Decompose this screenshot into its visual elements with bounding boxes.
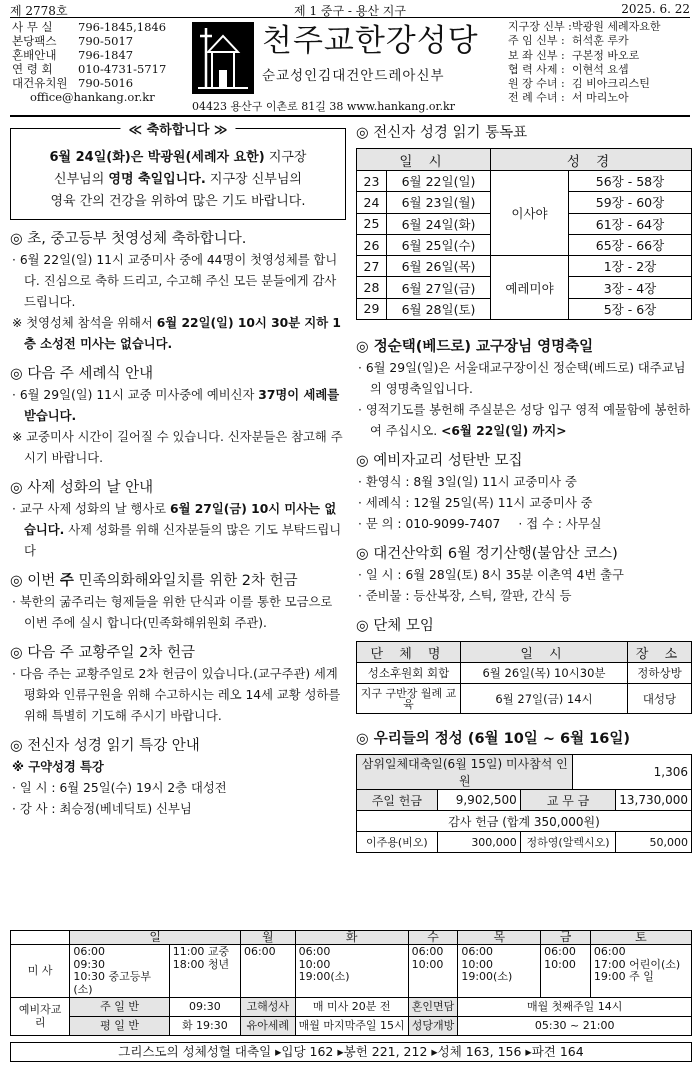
mass-label: 미 사 xyxy=(11,945,70,998)
bullet: · 교구 사제 성화의 날 행사로 6월 27일(금) 10시 미사는 없습니다. 사제 성화를 위해 신자분들의 많은 기도 부탁드립니다 xyxy=(12,502,342,558)
section-title: ◎ 대건산악회 6월 정기산행(불암산 코스) xyxy=(356,546,618,563)
left-column xyxy=(10,122,346,820)
sat-mass: 06:00 17:00 어린이(소) 19:00 주 일 xyxy=(590,945,691,998)
section-communion xyxy=(10,228,346,355)
table-row: 25 6월 24일(화) 61장 - 64장 xyxy=(357,213,692,234)
thu-mass: 06:00 10:00 19:00(소) xyxy=(458,945,541,998)
bullet: · 환영식 : 8월 3일(일) 11시 교중미사 중 xyxy=(358,475,577,490)
congrats-line: 영육 간의 건강을 위하여 많은 기도 바랍니다. xyxy=(50,194,306,209)
bullet: · 다음 주는 교황주일로 2차 헌금이 있습니다.(교구주관) 세계평화와 인류구원을 위해 수고하시는 레오 14세 교황 성하를 위해 특별히 기도해 주시기 바랍니다. xyxy=(12,667,341,723)
title-block xyxy=(262,22,502,84)
bullet: · 문 의 : 010-9099-7407 · 접 수 : 사무실 xyxy=(358,517,602,532)
table-header: 단 체 명 xyxy=(357,642,461,663)
section-baptism xyxy=(10,363,346,469)
section-pope-sunday xyxy=(10,642,346,727)
email-link[interactable]: office@hankang.or.kr xyxy=(30,90,155,104)
mon-mass: 06:00 xyxy=(240,945,295,998)
contact-row: 혼배안내 796-1847 xyxy=(12,48,134,62)
table-row: 주일 헌금 9,902,500 교 무 금 13,730,000 xyxy=(357,790,692,811)
section-groups xyxy=(356,615,692,714)
section-title: ◎ 단체 모임 xyxy=(356,618,434,635)
contact-row: 사 무 실 796-1845,1846 xyxy=(12,20,167,34)
bullet: · 영적기도를 봉헌해 주실분은 성당 입구 영적 예물함에 봉헌하여 주십시오. <6월 22일(일) 까지> xyxy=(358,403,691,439)
staff-row: 원 장 수녀 : 김 비아크리스틴 xyxy=(508,77,650,91)
table-row: 이주용(비오) 300,000 정하영(알렉시오) 50,000 xyxy=(357,832,692,853)
staff-row: 지구장 신부 : 박광원 세례자요한 xyxy=(508,20,661,33)
church-logo-icon xyxy=(192,22,254,94)
table-row: 23 6월 22일(일) 이사야 56장 - 58장 xyxy=(357,171,692,192)
groups-table xyxy=(356,641,692,714)
church-title: 천주교한강성당 xyxy=(262,23,479,59)
section-reconciliation xyxy=(10,570,346,634)
header-divider xyxy=(10,115,690,117)
bullet: · 세례식 : 12월 25일(목) 11시 교중미사 중 xyxy=(358,496,593,511)
table-row: 삼위일체대축일(6월 15일) 미사참석 인원 1,306 xyxy=(357,755,692,790)
tue-mass: 06:00 10:00 19:00(소) xyxy=(295,945,408,998)
table-header: 장 소 xyxy=(628,642,692,663)
staff-row: 협 력 사제 : 이현석 요셉 xyxy=(508,62,629,76)
section-title: ◎ 이번 주 민족의화해와일치를 위한 2차 헌금 xyxy=(10,573,298,589)
day-header: 일 xyxy=(70,931,241,945)
top-line xyxy=(10,2,690,18)
catechumen-label: 예비자교리 xyxy=(11,998,70,1036)
table-row: 28 6월 27일(금) 3장 - 4장 xyxy=(357,277,692,298)
day-header: 화 xyxy=(295,931,408,945)
section-title: ◎ 전신자 성경 읽기 통독표 xyxy=(356,125,528,141)
day-header: 금 xyxy=(541,931,591,945)
bullet: · 6월 22일(일) 11시 교중미사 중에 44명이 첫영성체를 합니다. 진심으로 축하 드리고, 수고해 주신 모든 분들에게 감사드립니다. xyxy=(12,253,338,309)
sun-mass-b: 11:00 교중 18:00 청년 xyxy=(169,945,240,998)
congrats-box xyxy=(10,123,346,220)
sun-mass-a: 06:00 09:30 10:30 중고등부(소) xyxy=(70,945,169,998)
bullet: · 6월 29일(일) 11시 교중 미사중에 예비신자 37명이 세례를 받습니다. xyxy=(12,388,340,423)
section-title: ◎ 사제 성화의 날 안내 xyxy=(10,480,154,496)
fri-mass: 06:00 10:00 xyxy=(541,945,591,998)
mass-schedule-table: 일 월 화 수 목 금 토 미 사 06:00 09:30 10:30 중고등부(소) 11:00 교중 18:00 청년 06:00 06:00 10:00 19:00(소) 06:00 10:00 06:00 10:00 19:00(소) 06:00 10:00 06:00 17:00 어린이(소) 19:00 주 일 예비자교리 주 일 반 09:30 고해성사 매 미사 20분 전 혼인면담 매월 첫째주일 14시 평 일 반 화 19:30 유아세례 매월 마지막주일 15시 성당개방 05:30 ~ 21:00 xyxy=(10,930,692,1036)
section-bible-lecture xyxy=(10,735,346,820)
table-row: 26 6월 25일(수) 65장 - 66장 xyxy=(357,234,692,255)
contact-row: 본당팩스 790-5017 xyxy=(12,34,134,48)
congrats-caption: ≪ 축하합니다 ≫ xyxy=(120,120,235,142)
table-header: 일 시 xyxy=(461,642,628,663)
section-reading-plan xyxy=(356,122,692,320)
table-header: 일 시 xyxy=(357,149,491,171)
staff-row: 전 례 수녀 : 서 마리노아 xyxy=(508,91,629,105)
section-title: ◎ 전신자 성경 읽기 특강 안내 xyxy=(10,738,200,754)
table-header: 성 경 xyxy=(491,149,692,171)
book-isaiah: 이사야 xyxy=(491,171,569,256)
section-title: ◎ 다음 주 세례식 안내 xyxy=(10,366,154,382)
table-row: 성소후원회 회합 6월 26일(목) 10시30분 정하상방 xyxy=(357,663,692,684)
table-row: 24 6월 23일(월) 59장 - 60장 xyxy=(357,192,692,213)
section-title: ◎ 정순택(베드로) 교구장님 영명축일 xyxy=(356,339,594,356)
church-address: 04423 용산구 이촌로 81길 38 www.hankang.or.kr xyxy=(192,100,455,113)
day-header: 수 xyxy=(408,931,458,945)
bullet: ※ 교중미사 시간이 길어질 수 있습니다. 신자분들은 참고해 주시기 바랍니다. xyxy=(12,430,343,465)
reading-table xyxy=(356,148,692,320)
issue-number: 제 2778호 xyxy=(10,4,68,18)
donations-table xyxy=(356,754,692,853)
day-header: 월 xyxy=(240,931,295,945)
day-header: 토 xyxy=(590,931,691,945)
bullet: · 일 시 : 6월 28일(토) 8시 35분 이촌역 4번 출구 xyxy=(358,568,624,583)
bullet: · 강 사 : 최승정(베네딕토) 신부님 xyxy=(12,802,192,816)
section-feast-day xyxy=(356,336,692,442)
table-row: 감사 헌금 (합계 350,000원) xyxy=(357,811,692,832)
wed-mass: 06:00 10:00 xyxy=(408,945,458,998)
section-title: ◎ 초, 중고등부 첫영성체 축하합니다. xyxy=(10,231,247,247)
congrats-line: 신부님의 영명 축일입니다. 지구장 신부님의 xyxy=(54,172,302,187)
right-column xyxy=(356,122,692,853)
table-row: 27 6월 26일(목) 예레미야 1장 - 2장 xyxy=(357,256,692,277)
section-hiking xyxy=(356,543,692,607)
bullet: · 일 시 : 6월 25일(수) 19시 2층 대성전 xyxy=(12,781,227,795)
staff-row: 보 좌 신부 : 구본정 바오로 xyxy=(508,48,640,62)
bullet: · 6월 29일(일)은 서울대교구장이신 정순택(베드로) 대주교님의 영명축일입니다. xyxy=(358,361,686,397)
contact-row: 대건유치원 790-5016 xyxy=(12,76,134,90)
bullet: · 준비물 : 등산복장, 스틱, 깔판, 간식 등 xyxy=(358,589,572,604)
church-subtitle: 순교성인김대건안드레아신부 xyxy=(262,68,445,84)
table-row: 29 6월 28일(토) 5장 - 6장 xyxy=(357,298,692,319)
table-row: 지구 구반장 월례 교육 6월 27일(금) 14시 대성당 xyxy=(357,684,692,714)
day-header: 목 xyxy=(458,931,541,945)
bullet: ※ 첫영성체 참석을 위해서 6월 22일(일) 10시 30분 지하 1층 소성전 미사는 없습니다. xyxy=(12,316,341,351)
section-title: ◎ 다음 주 교황주일 2차 헌금 xyxy=(10,645,195,661)
issue-date: 2025. 6. 22 xyxy=(621,2,690,16)
section-catechumen xyxy=(356,450,692,535)
book-jeremiah: 예레미야 xyxy=(491,256,569,320)
zone-label: 제 1 중구 - 용산 지구 xyxy=(294,4,406,18)
liturgy-hymn-footer: 그리스도의 성체성혈 대축일 ▸입당 162 ▸봉헌 221, 212 ▸성체 163, 156 ▸파견 164 xyxy=(10,1042,692,1062)
section-title: ◎ 예비자교리 성탄반 모집 xyxy=(356,453,523,470)
staff-row: 주 임 신부 : 허석훈 루카 xyxy=(508,34,629,48)
contact-list xyxy=(12,20,187,104)
congrats-line: 6월 24일(화)은 박광원(세례자 요한) 지구장 xyxy=(49,150,307,165)
section-title: ◎ 우리들의 정성 (6월 10일 ~ 6월 16일) xyxy=(356,731,630,748)
staff-list xyxy=(508,20,694,106)
section-priest-day xyxy=(10,477,346,562)
section-donations xyxy=(356,728,692,853)
bullet: ※ 구약성경 특강 xyxy=(12,760,104,774)
bullet: · 북한의 굶주리는 형제들을 위한 단식과 이를 통한 모금으로 이번 주에 실시 합니다(민족화해위원회 주관). xyxy=(12,595,333,630)
contact-row: 연 령 회 010-4731-5717 xyxy=(12,62,167,76)
